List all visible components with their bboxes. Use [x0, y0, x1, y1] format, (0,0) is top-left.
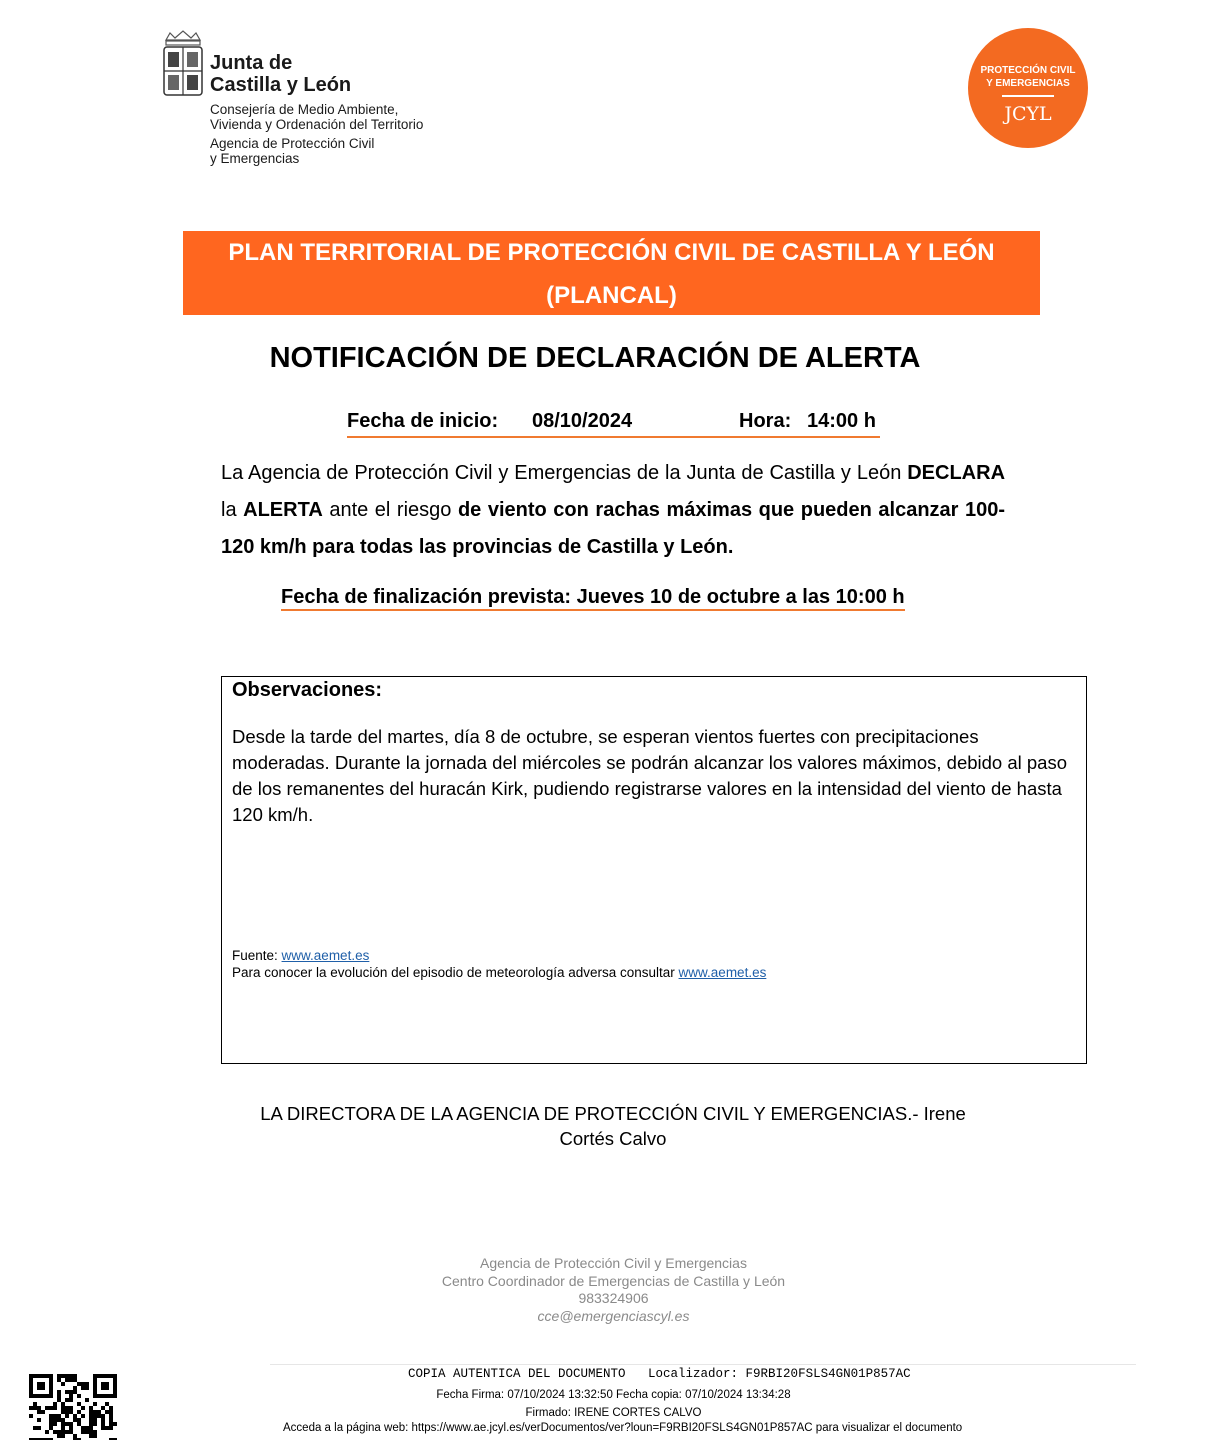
qr-module	[61, 1418, 65, 1422]
start-date-line	[347, 410, 880, 438]
plan-title-line2: (PLANCAL)	[546, 282, 677, 309]
qr-module	[53, 1406, 57, 1410]
declaration-alerta: ALERTA	[243, 499, 323, 521]
consult-link[interactable]: www.aemet.es	[678, 965, 767, 980]
badge-divider	[1002, 95, 1054, 97]
qr-module	[49, 1406, 53, 1410]
qr-module	[49, 1414, 53, 1418]
qr-module	[97, 1414, 101, 1418]
qr-module	[81, 1430, 85, 1434]
qr-module	[45, 1406, 49, 1410]
qr-module	[49, 1426, 53, 1430]
qr-module	[101, 1414, 105, 1418]
signature-dates: Fecha Firma: 07/10/2024 13:32:50 Fecha copia: 07/10/2024 13:34:28	[436, 1389, 791, 1401]
plan-title-line1: PLAN TERRITORIAL DE PROTECCIÓN CIVIL DE CASTILLA Y LEÓN	[228, 239, 995, 266]
qr-module	[89, 1422, 93, 1426]
qr-module	[93, 1410, 97, 1414]
qr-module	[37, 1410, 41, 1414]
declaration-paragraph	[221, 455, 1005, 566]
qr-module	[65, 1390, 69, 1394]
qr-module	[61, 1422, 65, 1426]
signed-by: Firmado: IRENE CORTES CALVO	[525, 1407, 702, 1419]
qr-module	[77, 1402, 81, 1406]
qr-module	[85, 1382, 89, 1386]
qr-module	[29, 1414, 33, 1418]
qr-module	[89, 1414, 93, 1418]
contact-center: Centro Coordinador de Emergencias de Castilla y León	[441, 1272, 786, 1289]
qr-module	[61, 1402, 65, 1406]
badge-line3: JCYL	[1004, 103, 1052, 125]
plan-title-banner	[183, 231, 1040, 315]
org-name-line2: Castilla y León	[210, 74, 352, 96]
qr-module	[65, 1374, 69, 1378]
qr-module	[73, 1418, 77, 1422]
start-time-label: Hora:	[739, 410, 792, 432]
qr-module	[49, 1418, 53, 1422]
qr-module	[33, 1402, 37, 1406]
org-name	[210, 52, 351, 96]
qr-module	[65, 1410, 69, 1414]
qr-module	[89, 1434, 93, 1438]
qr-module	[69, 1390, 73, 1394]
qr-module	[85, 1398, 89, 1402]
qr-module	[57, 1390, 61, 1394]
footer-meta	[0, 1386, 1207, 1422]
qr-module	[69, 1406, 73, 1410]
start-date-label: Fecha de inicio:	[347, 410, 499, 432]
contact-agency: Agencia de Protección Civil y Emergencias	[480, 1255, 747, 1271]
qr-module	[89, 1430, 93, 1434]
agency-line1: Agencia de Protección Civil	[210, 136, 375, 151]
qr-module	[53, 1422, 57, 1426]
qr-module	[93, 1402, 97, 1406]
contact-email[interactable]: cce@emergenciascyl.es	[537, 1307, 690, 1324]
source-label: Fuente:	[232, 948, 278, 963]
qr-module	[57, 1394, 61, 1398]
dept-line2: Vivienda y Ordenación del Territorio	[210, 117, 424, 132]
qr-module	[61, 1382, 65, 1386]
coat-of-arms-icon	[162, 30, 204, 98]
consult-text: Para conocer la evolución del episodio de meteorología adversa consultar	[232, 965, 675, 980]
observations-box	[221, 676, 1087, 1064]
qr-module	[109, 1406, 113, 1410]
authentic-copy-line: COPIA AUTENTICA DEL DOCUMENTO Localizador: F9RBI20FSLS4GN01P857AC	[408, 1367, 911, 1381]
qr-module	[69, 1410, 73, 1414]
qr-module	[61, 1430, 65, 1434]
qr-module	[69, 1426, 73, 1430]
dept-line1: Consejería de Medio Ambiente,	[210, 102, 399, 117]
qr-module	[101, 1426, 105, 1430]
qr-module	[37, 1406, 41, 1410]
qr-module	[101, 1406, 105, 1410]
qr-module	[69, 1374, 73, 1378]
qr-module	[105, 1426, 109, 1430]
org-agency	[210, 136, 374, 166]
qr-module	[89, 1426, 93, 1430]
contact-block	[0, 1255, 1207, 1325]
civil-protection-badge	[968, 28, 1088, 148]
qr-module	[37, 1426, 41, 1430]
qr-module	[77, 1382, 81, 1386]
page-title: NOTIFICACIÓN DE DECLARACIÓN DE ALERTA	[269, 342, 921, 374]
qr-module	[53, 1414, 57, 1418]
qr-module	[109, 1414, 113, 1418]
qr-module	[89, 1406, 93, 1410]
qr-module	[77, 1394, 81, 1398]
qr-module	[97, 1410, 101, 1414]
contact-phone: 983324906	[578, 1290, 649, 1306]
source-link[interactable]: www.aemet.es	[281, 948, 370, 963]
qr-module	[65, 1414, 69, 1418]
qr-module	[61, 1434, 65, 1438]
qr-module	[57, 1430, 61, 1434]
qr-module	[69, 1378, 73, 1382]
declaration-declara: DECLARA	[907, 462, 1006, 484]
observations-source	[232, 947, 766, 981]
qr-module	[73, 1390, 77, 1394]
qr-module	[33, 1406, 37, 1410]
qr-module	[109, 1422, 113, 1426]
qr-module	[93, 1434, 97, 1438]
qr-module	[61, 1426, 65, 1430]
qr-module	[93, 1414, 97, 1418]
qr-module	[101, 1422, 105, 1426]
qr-module	[53, 1430, 57, 1434]
qr-module	[57, 1434, 61, 1438]
end-date-line: Fecha de finalización prevista: Jueves 10 de octubre a las 10:00 h	[281, 585, 905, 611]
qr-module	[105, 1410, 109, 1414]
qr-module	[93, 1430, 97, 1434]
qr-module	[65, 1430, 69, 1434]
qr-module	[37, 1418, 41, 1422]
org-name-line1: Junta de	[210, 52, 293, 74]
qr-module	[113, 1422, 117, 1426]
qr-module	[65, 1406, 69, 1410]
qr-module	[57, 1378, 61, 1382]
qr-module	[53, 1402, 57, 1406]
qr-module	[89, 1410, 93, 1414]
qr-module	[85, 1426, 89, 1430]
qr-module	[61, 1406, 65, 1410]
observations-text: Desde la tarde del martes, día 8 de octubre, se esperan vientos fuertes con precipitaciones moderadas. Durante la jornada del miércoles se podrán alcanzar los valores máximos, debido al paso de los remanentes del huracán Kirk, pudiendo registrarse valores en la intensidad del viento de hasta 120 km/h.	[232, 726, 1068, 825]
declaration-risk: de viento con rachas máximas que pueden alcanzar 100-120 km/h para todas las provincias de Castilla y León.	[221, 499, 1006, 558]
qr-module	[69, 1398, 73, 1402]
qr-module	[69, 1422, 73, 1426]
qr-module	[81, 1426, 85, 1430]
qr-module	[109, 1418, 113, 1422]
qr-module	[81, 1406, 85, 1410]
qr-module	[53, 1418, 57, 1422]
qr-module	[69, 1430, 73, 1434]
agency-line2: y Emergencias	[210, 151, 300, 166]
qr-module	[57, 1418, 61, 1422]
qr-module	[85, 1386, 89, 1390]
qr-module	[45, 1430, 49, 1434]
qr-module	[81, 1386, 85, 1390]
qr-module	[77, 1418, 81, 1422]
qr-module	[65, 1422, 69, 1426]
qr-module	[105, 1402, 109, 1406]
qr-module	[29, 1406, 33, 1410]
qr-module	[65, 1378, 69, 1382]
observations-label: Observaciones:	[232, 679, 383, 701]
qr-module	[77, 1410, 81, 1414]
qr-module	[93, 1418, 97, 1422]
qr-module	[109, 1410, 113, 1414]
qr-code-icon	[28, 1373, 118, 1440]
qr-module	[85, 1430, 89, 1434]
qr-module	[93, 1422, 97, 1426]
signature-line1: LA DIRECTORA DE LA AGENCIA DE PROTECCIÓN CIVIL Y EMERGENCIAS.- Irene	[260, 1103, 966, 1124]
qr-module	[73, 1414, 77, 1418]
qr-module	[57, 1374, 61, 1378]
start-time-value: 14:00 h	[807, 410, 876, 432]
qr-module	[65, 1398, 69, 1402]
qr-module	[101, 1418, 105, 1422]
declaration-intro: La Agencia de Protección Civil y Emergencias de la Junta de Castilla y León	[221, 462, 902, 484]
qr-module	[73, 1386, 77, 1390]
qr-module	[73, 1378, 77, 1382]
qr-module	[77, 1422, 81, 1426]
badge-line1: PROTECCIÓN CIVIL	[980, 65, 1076, 76]
qr-module	[109, 1426, 113, 1430]
badge-line2: Y EMERGENCIAS	[986, 78, 1070, 89]
verification-url[interactable]: Acceda a la página web: https://www.ae.jcyl.es/verDocumentos/ver?loun=F9RBI20FSLS4GN01P857AC para visualizar el documento	[283, 1422, 963, 1434]
qr-module	[73, 1374, 77, 1378]
qr-module	[49, 1422, 53, 1426]
qr-module	[61, 1374, 65, 1378]
qr-module	[57, 1398, 61, 1402]
qr-module	[57, 1414, 61, 1418]
qr-module	[33, 1426, 37, 1430]
qr-module	[89, 1418, 93, 1422]
org-department	[210, 102, 423, 132]
declaration-ante: ante el riesgo	[329, 499, 452, 521]
footer-divider	[270, 1364, 1136, 1365]
qr-module	[41, 1410, 45, 1414]
qr-module	[73, 1434, 77, 1438]
qr-module	[69, 1394, 73, 1398]
start-date-value: 08/10/2024	[532, 410, 633, 432]
qr-module	[81, 1414, 85, 1418]
qr-module	[61, 1410, 65, 1414]
declaration-la: la	[221, 499, 237, 521]
signature-line2: Cortés Calvo	[559, 1128, 667, 1149]
signature-block	[230, 1101, 996, 1151]
qr-module	[81, 1382, 85, 1386]
